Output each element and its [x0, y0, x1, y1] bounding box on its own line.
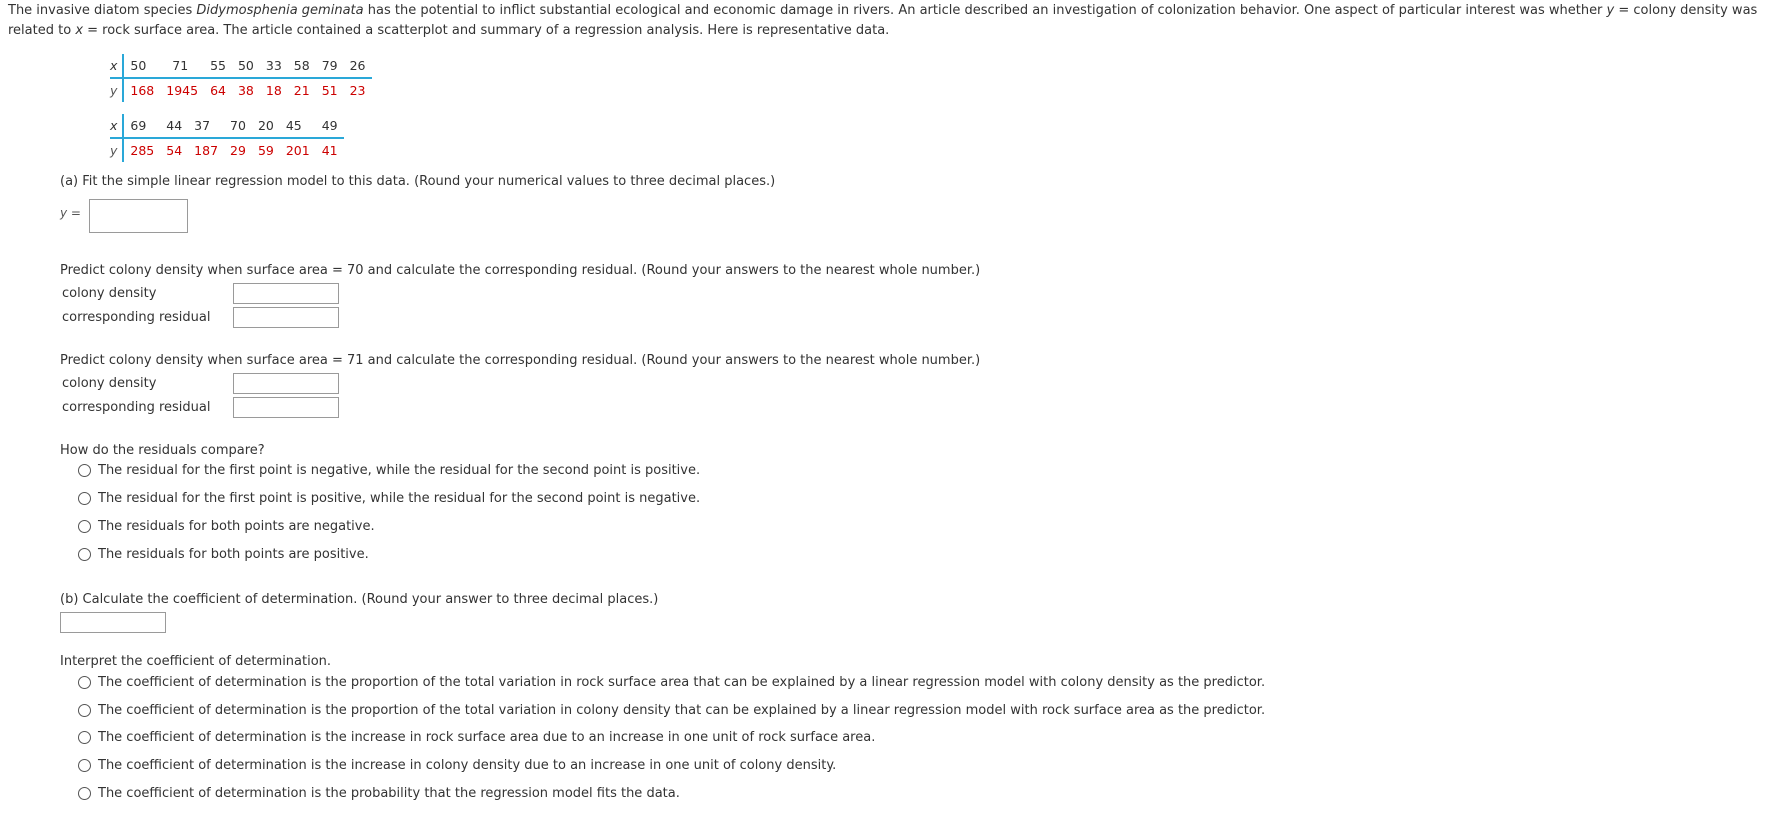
radio-icon[interactable]: [78, 492, 91, 505]
interpret-option[interactable]: [78, 755, 836, 775]
predict-70-prompt: Predict colony density when surface area = 70 and calculate the corresponding residual. (Round your answers to the nearest whole number.): [60, 263, 981, 278]
y-label: y: [110, 78, 123, 102]
table-cell: 55: [204, 54, 232, 78]
table-cell: 71: [160, 54, 204, 78]
option-label: The coefficient of determination is the increase in rock surface area due to an increase in one unit of rock surface area.: [98, 729, 876, 745]
radio-icon[interactable]: [78, 676, 91, 689]
part-b-prompt: (b) Calculate the coefficient of determination. (Round your answer to three decimal places.): [60, 592, 659, 607]
table-cell: 58: [288, 54, 316, 78]
x-label: x: [110, 54, 123, 78]
radio-icon[interactable]: [78, 704, 91, 717]
option-label: The residuals for both points are positive.: [98, 546, 369, 562]
option-label: The residuals for both points are negative.: [98, 518, 375, 534]
table-cell: 29: [230, 143, 246, 158]
table-cell: 50: [123, 54, 160, 78]
radio-icon[interactable]: [78, 731, 91, 744]
predict-71-prompt: Predict colony density when surface area = 71 and calculate the corresponding residual. (Round your answers to the nearest whole number.): [60, 353, 981, 368]
table-cell: 20: [252, 114, 280, 138]
option-label: The coefficient of determination is the proportion of the total variation in rock surface area that can be explained by a linear regression model with colony density as the predictor.: [98, 674, 1266, 690]
data-table-1: [110, 54, 372, 102]
table-cell: 1945: [166, 83, 199, 98]
colony-density-label: colony density: [62, 286, 157, 301]
residual-option[interactable]: [78, 460, 700, 480]
interpret-option[interactable]: [78, 727, 875, 747]
option-label: The coefficient of determination is the proportion of the total variation in colony density that can be explained by a linear regression model with rock surface area as the predictor.: [98, 702, 1266, 718]
residual-70-input[interactable]: [233, 307, 339, 328]
option-label: The coefficient of determination is the probability that the regression model fits the data.: [98, 785, 680, 801]
radio-icon[interactable]: [78, 464, 91, 477]
radio-icon[interactable]: [78, 787, 91, 800]
intro-text-4: = rock surface area. The article contained a scatterplot and summary of a regression analysis. Here is representative data.: [83, 23, 890, 38]
data-table-2: [110, 114, 344, 162]
option-label: The residual for the first point is negative, while the residual for the second point is positive.: [98, 462, 701, 478]
table-row-x: [110, 54, 372, 78]
table-cell: 41: [321, 143, 338, 158]
table-cell: 45: [280, 114, 316, 138]
residual-label: corresponding residual: [62, 310, 211, 325]
table-cell: 33: [260, 54, 288, 78]
table-cell: 51: [321, 83, 338, 98]
residual-option[interactable]: [78, 488, 700, 508]
table-cell: 285: [130, 143, 155, 158]
table-row-y: [110, 138, 344, 162]
residual-label: corresponding residual: [62, 400, 211, 415]
table-cell: 23: [349, 83, 366, 98]
problem-intro: [8, 1, 1778, 41]
x-label: x: [110, 114, 123, 138]
regression-equation-input[interactable]: [89, 199, 188, 233]
option-label: The residual for the first point is positive, while the residual for the second point is negative.: [98, 490, 701, 506]
intro-text-3: = colony density was related to: [8, 3, 1758, 38]
interpret-question: Interpret the coefficient of determination.: [60, 654, 332, 669]
option-label: The coefficient of determination is the increase in colony density due to an increase in one unit of colony density.: [98, 757, 837, 773]
table-row-y: [110, 78, 372, 102]
table-cell: 44: [160, 114, 188, 138]
table-cell: 49: [316, 114, 344, 138]
radio-icon[interactable]: [78, 759, 91, 772]
residual-option[interactable]: [78, 544, 369, 564]
table-cell: 69: [123, 114, 160, 138]
y-variable: y: [1606, 3, 1615, 18]
radio-icon[interactable]: [78, 548, 91, 561]
table-cell: 187: [194, 143, 219, 158]
table-cell: 50: [232, 54, 260, 78]
radio-icon[interactable]: [78, 520, 91, 533]
table-cell: 64: [210, 83, 226, 98]
y-label: y: [110, 138, 123, 162]
table-cell: 168: [130, 83, 155, 98]
table-cell: 79: [316, 54, 344, 78]
table-cell: 26: [344, 54, 372, 78]
table-cell: 38: [237, 83, 254, 98]
colony-density-70-input[interactable]: [233, 283, 339, 304]
interpret-option[interactable]: [78, 672, 1265, 692]
intro-text-2: has the potential to inflict substantial ecological and economic damage in rivers. An article described an investigation of colonization behavior. One aspect of particular interest was whether: [363, 3, 1607, 18]
intro-text-1: The invasive diatom species: [8, 3, 197, 18]
part-a-prompt: (a) Fit the simple linear regression model to this data. (Round your numerical values to three decimal places.): [60, 174, 776, 189]
residual-option[interactable]: [78, 516, 375, 536]
table-cell: 54: [166, 143, 183, 158]
colony-density-71-input[interactable]: [233, 373, 339, 394]
table-cell: 201: [285, 143, 310, 158]
table-row-x: [110, 114, 344, 138]
residuals-question: How do the residuals compare?: [60, 443, 265, 458]
interpret-option[interactable]: [78, 700, 1265, 720]
table-cell: 70: [224, 114, 252, 138]
interpret-option[interactable]: [78, 783, 680, 803]
table-cell: 21: [293, 83, 310, 98]
table-cell: 37: [188, 114, 224, 138]
y-hat-label: y =: [60, 206, 81, 220]
x-variable: x: [75, 23, 84, 38]
colony-density-label: colony density: [62, 376, 157, 391]
coefficient-input[interactable]: [60, 612, 166, 633]
table-cell: 59: [257, 143, 274, 158]
residual-71-input[interactable]: [233, 397, 339, 418]
species-name: Didymosphenia geminata: [196, 3, 364, 18]
table-cell: 18: [265, 83, 282, 98]
